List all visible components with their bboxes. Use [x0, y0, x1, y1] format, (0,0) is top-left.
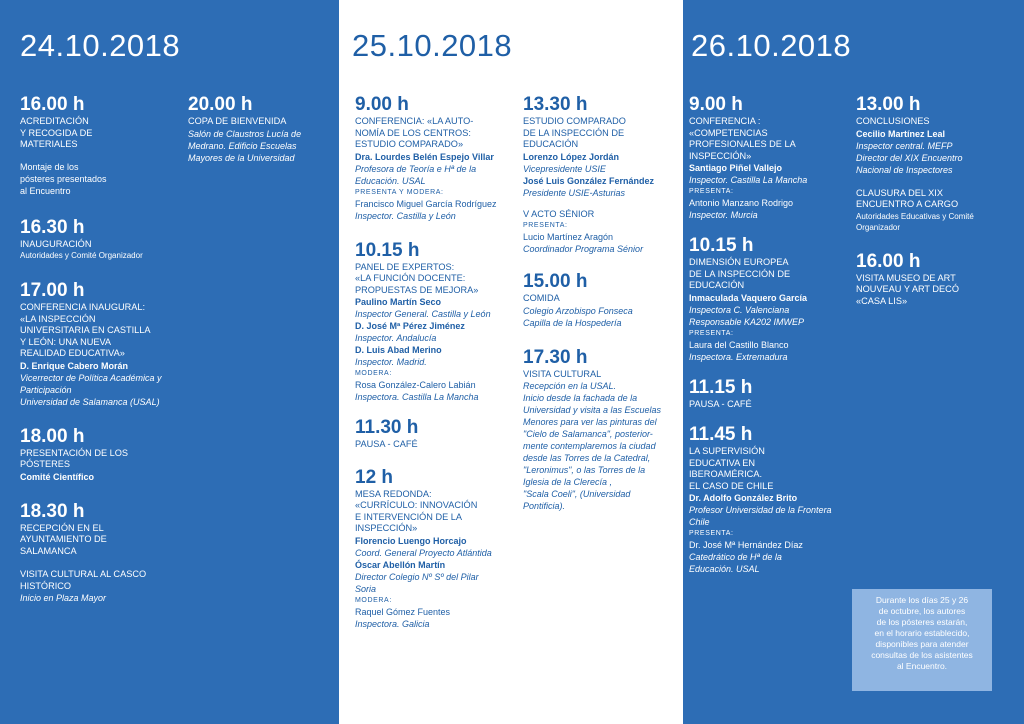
- moderator-name: Rosa González-Calero Labián: [355, 380, 476, 390]
- description-line: Menores para ver las pinturas del: [523, 417, 657, 427]
- note-line: de octubre, los autores: [878, 606, 966, 616]
- day-3-right-column: [856, 94, 1016, 321]
- day-2-date: 25.10.2018: [352, 28, 513, 63]
- time: 12 h: [355, 466, 394, 488]
- session-2000: [188, 94, 328, 164]
- speaker-name: Comité Científico: [20, 471, 95, 482]
- time: 11.15 h: [689, 376, 753, 398]
- note-line: consultas de los asistentes: [871, 650, 973, 660]
- speaker-name: Óscar Abellón Martín: [355, 559, 446, 570]
- description-line: Pontificia).: [523, 501, 566, 511]
- title-line: «LA INSPECCIÓN: [20, 313, 96, 324]
- speaker-name: Lorenzo López Jordán: [523, 151, 620, 162]
- session-1330: [523, 94, 679, 255]
- location: Inicio en Plaza Mayor: [20, 593, 107, 603]
- moderator-name: Francisco Miguel García Rodríguez: [355, 198, 497, 209]
- speaker-role: Director del XIX Encuentro: [856, 152, 963, 163]
- location: Colegio Arzobispo Fonseca: [523, 305, 633, 316]
- time: 11.45 h: [689, 424, 753, 445]
- speaker-name: Inmaculada Vaquero García: [689, 292, 808, 303]
- session-1600: [856, 251, 1016, 308]
- time: 20.00 h: [188, 94, 253, 115]
- title-line: CONFERENCIA INAUGURAL:: [20, 302, 146, 312]
- role-label: PRESENTA:: [689, 188, 734, 195]
- title-line: «CASA LIS»: [856, 295, 908, 306]
- text-line: pósteres presentados: [20, 173, 107, 184]
- title-line: CONFERENCIA: «LA AUTO-: [355, 116, 474, 126]
- speaker-name: D. José Mª Pérez Jiménez: [355, 321, 465, 331]
- title-line: MESA REDONDA:: [355, 488, 432, 499]
- speaker-role: Inspector. Andalucía: [355, 333, 437, 343]
- title-line: CONFERENCIA :: [689, 116, 761, 126]
- presenter-name: Laura del Castillo Blanco: [689, 339, 789, 350]
- title-line: EL CASO DE CHILE: [689, 480, 774, 491]
- description-line: "Cielo de Salamanca", posterior-: [523, 429, 653, 439]
- description-line: Recepción en la USAL.: [523, 381, 617, 391]
- speaker-role: Responsable KA202 IMWEP: [689, 316, 805, 327]
- note-line: disponibles para atender: [875, 639, 969, 649]
- title-line: ESTUDIO COMPARADO»: [355, 139, 464, 149]
- role-label: PRESENTA Y MODERA:: [355, 188, 444, 196]
- title-line: CONCLUSIONES: [856, 116, 930, 126]
- title-line: LA SUPERVISIÓN: [689, 446, 765, 456]
- speaker-role: Presidente USIE-Asturias: [523, 187, 626, 198]
- speaker-role: Nacional de Inspectores: [856, 164, 953, 175]
- speaker-name: Santiago Piñel Vallejo: [689, 163, 783, 173]
- presenter-name: Lucio Martínez Aragón: [523, 232, 614, 242]
- title-line: «COMPETENCIAS: [689, 127, 768, 138]
- text-line: Organizador: [856, 222, 901, 232]
- time: 16.00 h: [856, 250, 921, 272]
- time: 16.00 h: [20, 94, 85, 115]
- presenter-name: Dr. José Mª Hernández Díaz: [689, 540, 803, 550]
- title-line: E INTERVENCIÓN DE LA: [355, 511, 463, 522]
- speaker-name: Dra. Lourdes Belén Espejo Villar: [355, 151, 494, 162]
- session-1800: [20, 426, 190, 483]
- title-line: NOMÍA DE LOS CENTROS:: [355, 127, 471, 138]
- title-line: INSPECCIÓN»: [355, 523, 418, 533]
- session-1830: [20, 501, 190, 605]
- speaker-name: José Luis González Fernández: [523, 175, 655, 186]
- description-line: Inicio desde la fachada de la: [523, 393, 638, 403]
- day-2-panel: [339, 0, 683, 724]
- day-2-right-column: [523, 94, 679, 526]
- moderator-name: Raquel Gómez Fuentes: [355, 606, 451, 617]
- session-1115: [689, 377, 849, 411]
- time: 17.00 h: [20, 280, 85, 301]
- session-1600: [20, 94, 190, 197]
- session-0900: [355, 94, 523, 222]
- presenter-role: Educación. USAL: [689, 564, 760, 574]
- speaker-role: Vicerrector de Política Académica y: [20, 372, 162, 383]
- session-1145: [689, 424, 849, 575]
- note-line: Durante los días 25 y 26: [875, 595, 969, 605]
- title-line: HISTÓRICO: [20, 580, 72, 591]
- description-line: Iglesia de la Clerecía ,: [523, 477, 613, 487]
- day-1-right-column: [188, 94, 328, 178]
- speaker-role: Inspectora C. Valenciana: [689, 304, 790, 315]
- description-line: "Scala Coeli", (Universidad: [523, 489, 631, 499]
- session-0900: [689, 94, 849, 221]
- title-line: NOUVEAU Y ART DECÓ: [856, 284, 959, 294]
- presenter-role: Catedrático de Hª de la: [689, 552, 782, 562]
- session-1300: [856, 94, 1016, 233]
- posters-note-box: [852, 589, 992, 691]
- time: 13.00 h: [856, 94, 921, 115]
- title-line: REALIDAD EDUCATIVA»: [20, 348, 125, 358]
- title-line: ACREDITACIÓN: [20, 116, 89, 126]
- speaker-role: Coord. General Proyecto Atlántida: [355, 547, 492, 558]
- session-1700: [20, 280, 190, 408]
- description-line: mente contemplaremos la ciudad: [523, 441, 656, 451]
- title-line: PRESENTACIÓN DE LOS: [20, 447, 129, 458]
- time: 17.30 h: [523, 346, 588, 368]
- session-1630: [20, 217, 190, 263]
- title-line: CLAUSURA DEL XIX: [856, 187, 943, 198]
- title-line: VISITA MUSEO DE ART: [856, 272, 956, 283]
- role-label: PRESENTA:: [689, 329, 734, 337]
- day-1-date: 24.10.2018: [20, 28, 181, 63]
- title-line: AYUNTAMIENTO DE: [20, 534, 107, 544]
- moderator-role: Inspectora. Castilla La Mancha: [355, 392, 479, 402]
- text-line: Montaje de los: [20, 161, 79, 172]
- speaker-role: Profesora de Teoría e Hª de la: [355, 163, 477, 174]
- title-line: Y LEÓN: UNA NUEVA: [20, 336, 112, 347]
- speaker-name: D. Luis Abad Merino: [355, 345, 442, 355]
- title-line: INSPECCIÓN»: [689, 150, 752, 161]
- speaker-role: Inspector central. MEFP: [856, 140, 953, 151]
- speaker-role: Participación: [20, 384, 72, 395]
- time: 16.30 h: [20, 216, 85, 238]
- title-line: DIMENSIÓN EUROPEA: [689, 257, 789, 267]
- title-line: COMIDA: [523, 293, 560, 303]
- time: 18.30 h: [20, 500, 85, 522]
- title-line: SALAMANCA: [20, 545, 77, 556]
- speaker-name: D. Enrique Cabero Morán: [20, 360, 129, 371]
- title-line: VISITA CULTURAL: [523, 368, 602, 379]
- title-line: RECEPCIÓN EN EL: [20, 522, 104, 533]
- speaker-role: Soria: [355, 583, 377, 594]
- title-line: V ACTO SÉNIOR: [523, 208, 595, 219]
- title-line: PROFESIONALES DE LA: [689, 139, 796, 149]
- moderator-role: Inspectora. Galicia: [355, 618, 430, 629]
- title-line: INAUGURACIÓN: [20, 238, 92, 249]
- title-line: DE LA INSPECCIÓN DE: [689, 268, 791, 279]
- speaker-role: Director Colegio Nº Sº del Pilar: [355, 571, 479, 582]
- title-line: IBEROAMÉRICA.: [689, 469, 763, 479]
- title-line: VISITA CULTURAL AL CASCO: [20, 569, 147, 579]
- speaker-role: Educación. USAL: [355, 175, 426, 186]
- speaker-role: Profesor Universidad de la Frontera: [689, 505, 832, 515]
- speaker-name: Florencio Luengo Horcajo: [355, 535, 467, 546]
- speaker-role: Inspector General. Castilla y León: [355, 309, 491, 319]
- title-line: MATERIALES: [20, 139, 78, 149]
- presenter-role: Coordinador Programa Sénior: [523, 244, 644, 254]
- location: Mayores de la Universidad: [188, 152, 295, 163]
- text-line: Autoridades Educativas y Comité: [856, 211, 974, 221]
- title-line: EDUCATIVA EN: [689, 457, 756, 468]
- time: 10.15 h: [689, 235, 754, 256]
- session-1200: [355, 467, 523, 630]
- note-line: de los pósteres estarán,: [876, 617, 968, 627]
- location: Capilla de la Hospedería: [523, 317, 622, 328]
- title-line: DE LA INSPECCIÓN DE: [523, 127, 625, 138]
- title-line: EDUCACIÓN: [689, 280, 745, 290]
- day-2-left-column: [355, 94, 523, 644]
- time: 15.00 h: [523, 271, 588, 292]
- time: 18.00 h: [20, 425, 85, 447]
- speaker-role: Inspector. Castilla La Mancha: [689, 175, 808, 185]
- speaker-role: Inspector. Madrid.: [355, 357, 427, 367]
- time: 10.15 h: [355, 239, 420, 261]
- description-line: "Leronimus", o las Torres de la: [523, 465, 646, 475]
- text-line: al Encuentro: [20, 185, 71, 196]
- day-3-left-column: [689, 94, 849, 589]
- day-1-panel: [0, 0, 339, 724]
- title-line: ESTUDIO COMPARADO: [523, 116, 626, 126]
- title-line: «LA FUNCIÓN DOCENTE:: [355, 273, 466, 283]
- speaker-role: Chile: [689, 517, 710, 527]
- speaker-role: Vicepresidente USIE: [523, 163, 606, 174]
- title-line: PANEL DE EXPERTOS:: [355, 261, 455, 272]
- text-line: Autoridades y Comité Organizador: [20, 251, 143, 260]
- moderator-role: Inspector. Castilla y León: [355, 210, 456, 221]
- presenter-role: Inspector. Murcia: [689, 210, 758, 220]
- time: 9.00 h: [689, 94, 743, 115]
- title-line: PAUSA - CAFÉ: [689, 398, 752, 409]
- title-line: PÓSTERES: [20, 459, 71, 469]
- description-line: Universidad y visita a las Escuelas: [523, 405, 662, 415]
- title-line: ENCUENTRO A CARGO: [856, 199, 959, 209]
- speaker-name: Dr. Adolfo González Brito: [689, 493, 798, 503]
- speaker-name: Paulino Martín Seco: [355, 297, 442, 307]
- day-3-date: 26.10.2018: [691, 28, 852, 63]
- session-1015: [355, 240, 523, 404]
- speaker-name: Cecilio Martínez Leal: [856, 128, 946, 139]
- role-label: MODERA:: [355, 596, 392, 604]
- location: Salón de Claustros Lucía de: [188, 128, 302, 139]
- description-line: desde las Torres de la Catedral,: [523, 453, 651, 463]
- session-1130: [355, 417, 523, 451]
- title-line: PROPUESTAS DE MEJORA»: [355, 284, 479, 295]
- session-1500: [523, 271, 679, 329]
- title-line: PAUSA - CAFÉ: [355, 439, 418, 449]
- session-1015: [689, 235, 849, 363]
- title-line: UNIVERSITARIA EN CASTILLA: [20, 325, 151, 335]
- note-line: al Encuentro.: [896, 661, 948, 671]
- presenter-name: Antonio Manzano Rodrigo: [689, 198, 794, 208]
- time: 13.30 h: [523, 94, 588, 115]
- role-label: MODERA:: [355, 370, 392, 377]
- speaker-role: Universidad de Salamanca (USAL): [20, 396, 160, 407]
- title-line: COPA DE BIENVENIDA: [188, 116, 287, 126]
- title-line: Y RECOGIDA DE: [20, 127, 93, 138]
- location: Medrano. Edificio Escuelas: [188, 140, 297, 151]
- note-line: en el horario establecido,: [874, 628, 970, 638]
- role-label: PRESENTA:: [523, 222, 568, 229]
- time: 9.00 h: [355, 94, 409, 115]
- title-line: EDUCACIÓN: [523, 139, 579, 149]
- day-1-left-column: [20, 94, 190, 618]
- role-label: PRESENTA:: [689, 530, 734, 537]
- title-line: «CURRÍCULO: INNOVACIÓN: [355, 500, 478, 510]
- time: 11.30 h: [355, 417, 419, 438]
- presenter-role: Inspectora. Extremadura: [689, 351, 788, 362]
- session-1730: [523, 347, 679, 513]
